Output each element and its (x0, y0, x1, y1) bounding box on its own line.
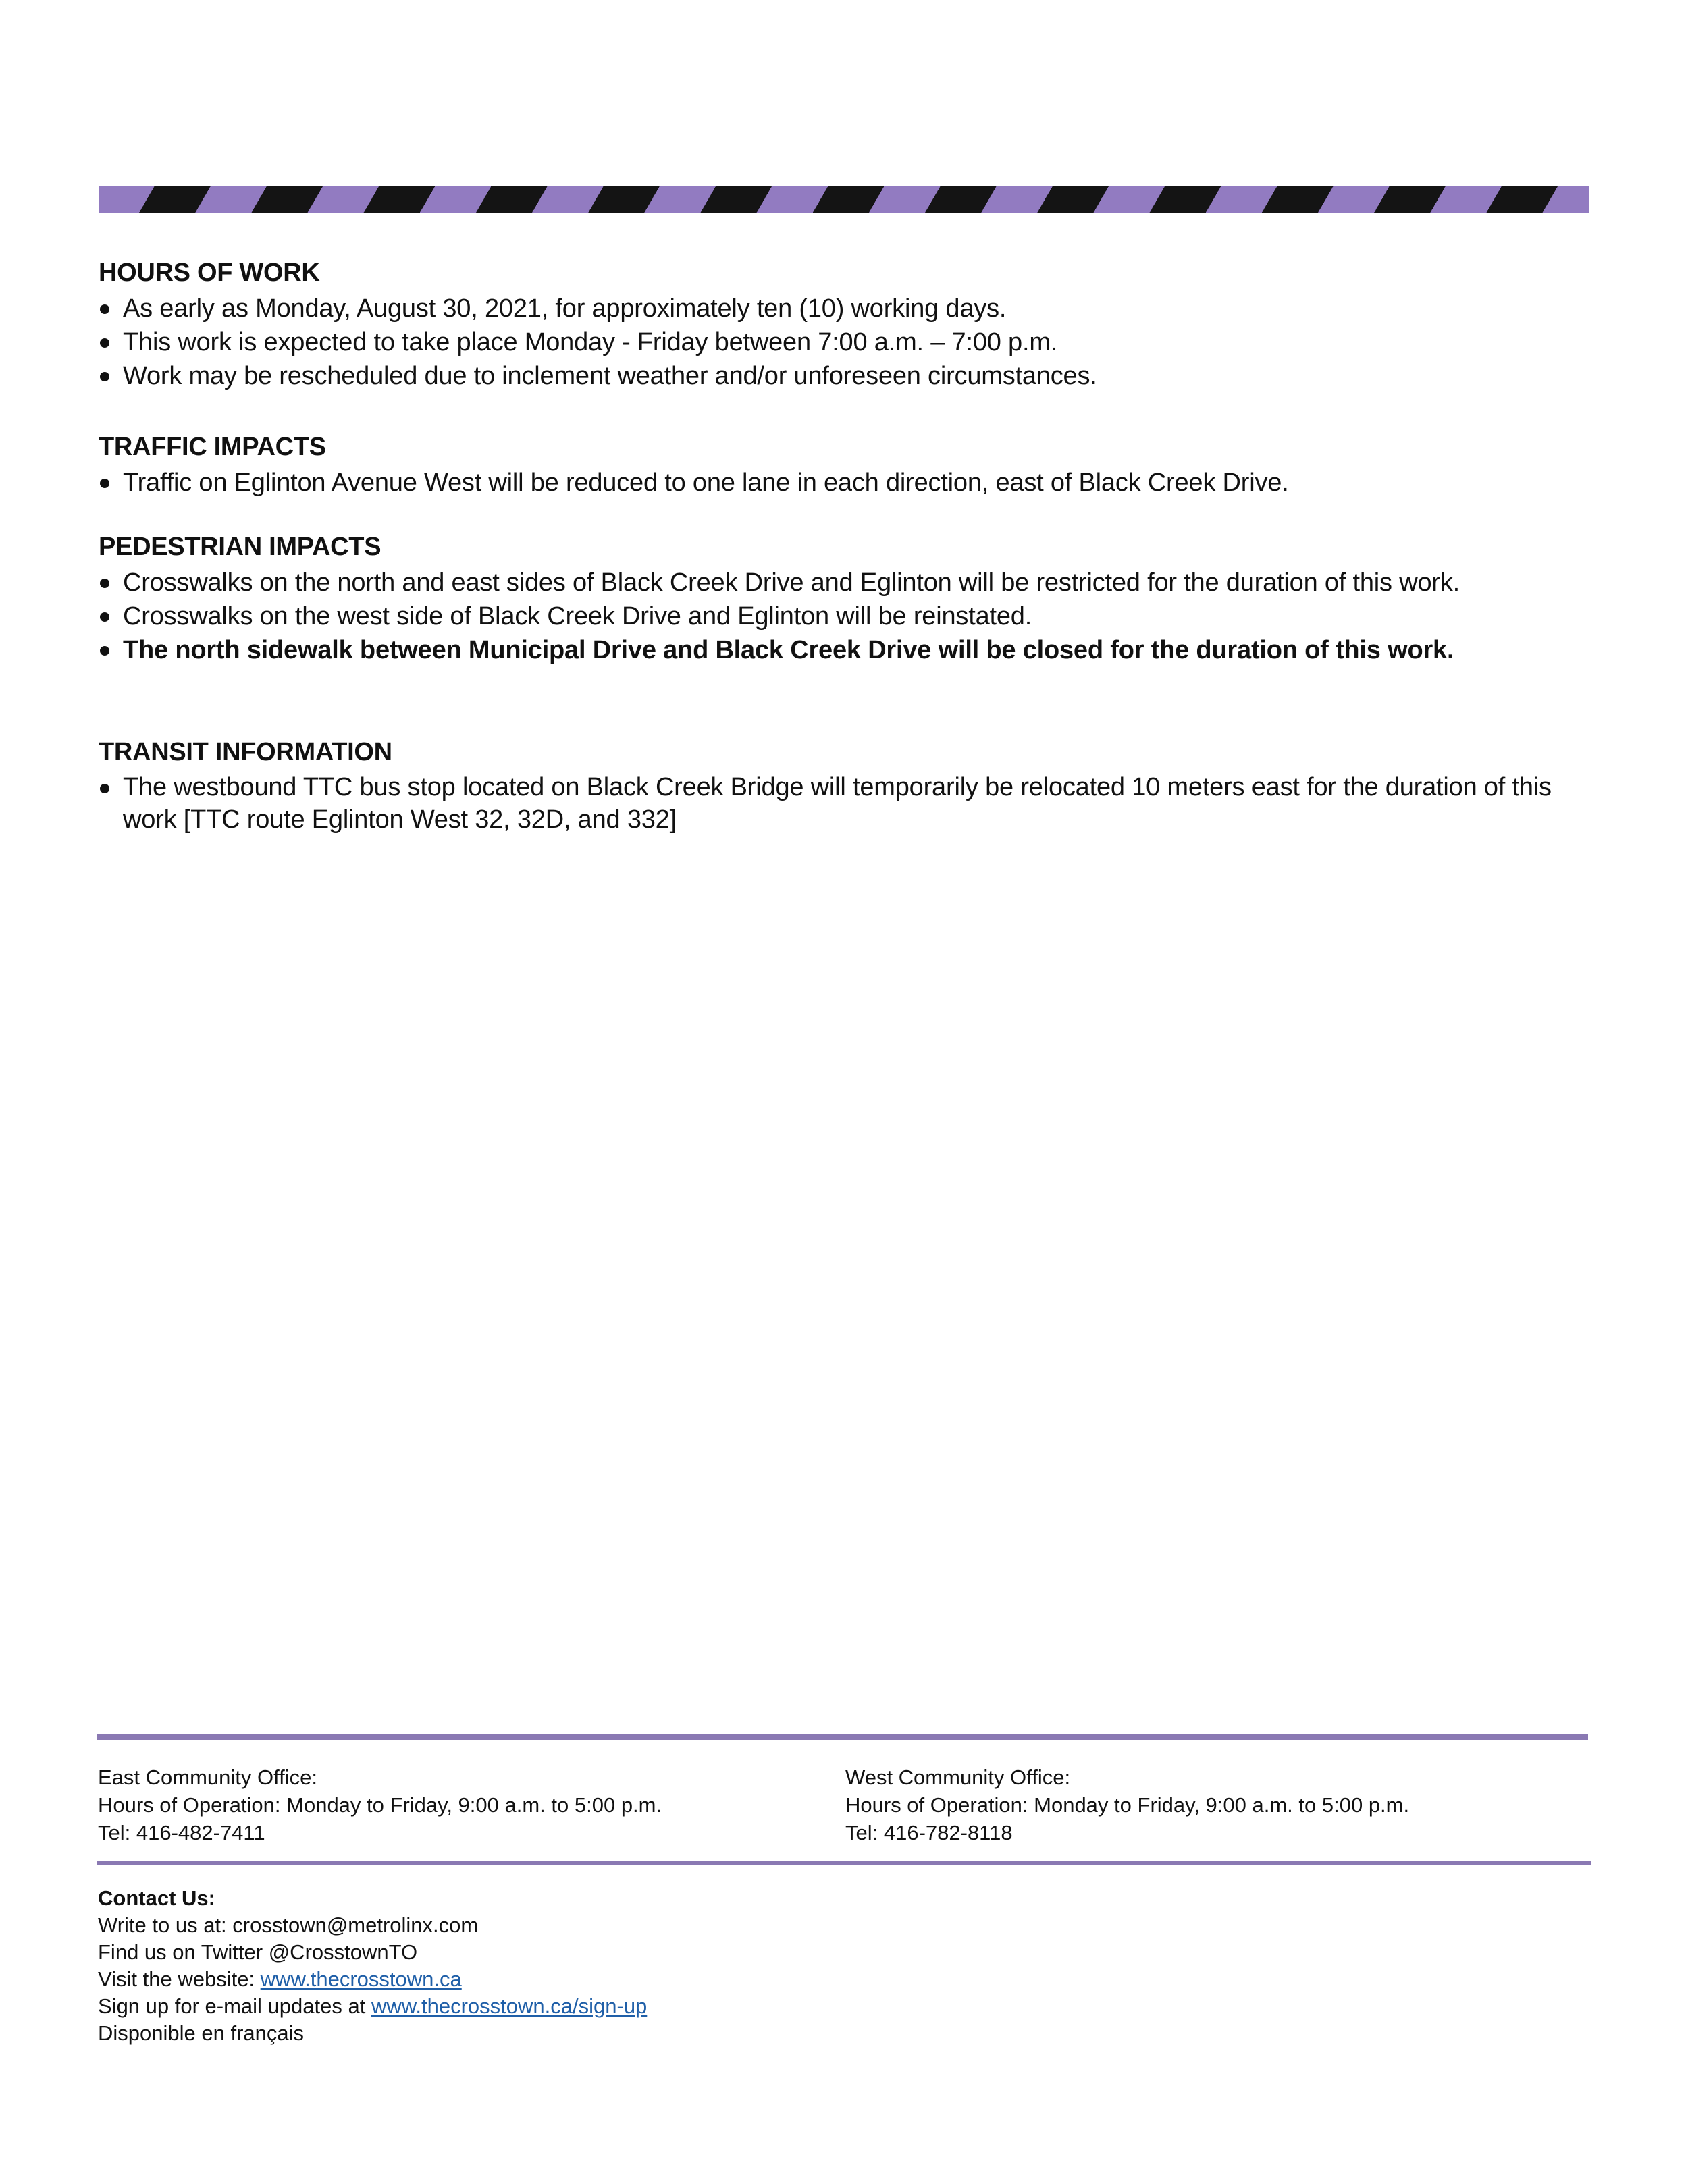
list-item-text: The westbound TTC bus stop located on Black Creek Bridge will temporarily be relocated 10 meters east for the duration of this work [TTC route Eglinton West 32, 32D, and 332] (123, 773, 1552, 834)
office-phone: Tel: 416-782-8118 (845, 1821, 1013, 1844)
bullet-icon (100, 784, 109, 793)
bullet-icon (100, 479, 109, 488)
list-item (99, 359, 1604, 393)
bullet-list (99, 566, 1604, 667)
list-item (99, 600, 1604, 633)
contact-website (98, 1966, 647, 1993)
office-phone: Tel: 416-482-7411 (98, 1821, 265, 1844)
contact-twitter: Find us on Twitter @CrosstownTO (98, 1940, 418, 1964)
section-heading: TRANSIT INFORMATION (99, 738, 392, 766)
list-item-text: The north sidewalk between Municipal Drive and Black Creek Drive will be closed for the duration of this work. (123, 636, 1454, 664)
signup-link[interactable]: www.thecrosstown.ca/sign-up (371, 1994, 648, 2018)
office-hours: Hours of Operation: Monday to Friday, 9:00 a.m. to 5:00 p.m. (98, 1793, 662, 1817)
bullet-list (99, 292, 1604, 393)
list-item-text: Crosswalks on the west side of Black Creek Drive and Eglinton will be reinstated. (123, 602, 1032, 631)
list-item-text: Crosswalks on the north and east sides of Black Creek Drive and Eglinton will be restricted for the duration of this work. (123, 568, 1460, 597)
list-item (99, 466, 1604, 500)
list-item-text: Work may be rescheduled due to inclement weather and/or unforeseen circumstances. (123, 362, 1097, 390)
section-heading: TRAFFIC IMPACTS (99, 433, 326, 461)
footer-divider-top (97, 1734, 1588, 1740)
list-item-text: Traffic on Eglinton Avenue West will be reduced to one lane in each direction, east of Black Creek Drive. (123, 469, 1289, 497)
section-heading: HOURS OF WORK (99, 259, 320, 287)
contact-title: Contact Us: (98, 1886, 215, 1910)
website-prefix: Visit the website: (98, 1967, 261, 1991)
office-name: East Community Office: (98, 1765, 318, 1789)
website-link[interactable]: www.thecrosstown.ca (260, 1967, 462, 1991)
bullet-icon (100, 372, 109, 381)
list-item (99, 325, 1604, 359)
bullet-icon (100, 338, 109, 348)
hours-of-work-section (99, 257, 1604, 393)
list-item (99, 566, 1604, 600)
bullet-icon (100, 579, 109, 588)
list-item (99, 633, 1604, 667)
bullet-icon (100, 304, 109, 314)
contact-french: Disponible en français (98, 2021, 305, 2045)
west-community-office (845, 1763, 1409, 1846)
bullet-icon (100, 612, 109, 622)
list-item (99, 771, 1604, 836)
bullet-list (99, 466, 1604, 500)
footer-divider-bottom (97, 1861, 1591, 1865)
contact-email: Write to us at: crosstown@metrolinx.com (98, 1913, 479, 1937)
contact-signup (98, 1993, 647, 2020)
office-name: West Community Office: (845, 1765, 1071, 1789)
section-heading: PEDESTRIAN IMPACTS (99, 533, 381, 561)
pedestrian-impacts-section (99, 531, 1604, 667)
bullet-list (99, 771, 1604, 836)
east-community-office (98, 1763, 662, 1846)
traffic-impacts-section (99, 431, 1604, 500)
transit-information-section (99, 736, 1604, 836)
contact-us-block (98, 1885, 647, 2047)
office-hours: Hours of Operation: Monday to Friday, 9:00 a.m. to 5:00 p.m. (845, 1793, 1410, 1817)
signup-prefix: Sign up for e-mail updates at (98, 1994, 371, 2018)
construction-stripe-banner (99, 186, 1589, 213)
list-item (99, 292, 1604, 325)
bullet-icon (100, 646, 109, 656)
list-item-text: This work is expected to take place Monday - Friday between 7:00 a.m. – 7:00 p.m. (123, 328, 1058, 356)
list-item-text: As early as Monday, August 30, 2021, for approximately ten (10) working days. (123, 294, 1007, 323)
